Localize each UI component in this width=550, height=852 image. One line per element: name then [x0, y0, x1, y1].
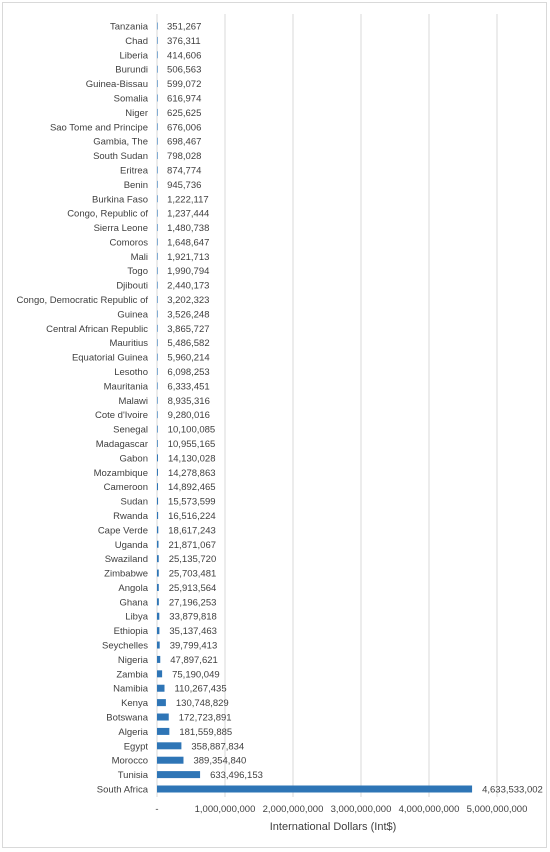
data-label: 33,879,818 — [169, 611, 217, 623]
bar — [157, 66, 158, 73]
data-label: 25,913,564 — [168, 582, 217, 594]
data-label: 10,100,085 — [167, 424, 216, 436]
bar — [157, 181, 158, 188]
category-label: Chad — [125, 35, 148, 47]
category-label: Egypt — [123, 741, 148, 753]
category-label: Comoros — [109, 237, 148, 249]
bar — [157, 786, 472, 793]
category-label: Liberia — [119, 50, 148, 62]
data-label: 676,006 — [167, 122, 202, 134]
data-label: 18,617,243 — [168, 525, 216, 537]
bar — [157, 152, 158, 159]
bar — [157, 166, 158, 173]
bar — [157, 426, 158, 433]
category-label: Sudan — [120, 496, 148, 508]
data-label: 414,606 — [167, 50, 202, 62]
bar — [157, 354, 158, 361]
category-label: Botswana — [106, 712, 148, 724]
category-label: Cote d'Ivoire — [94, 410, 148, 422]
data-label: 3,865,727 — [167, 323, 210, 335]
data-label: 21,871,067 — [168, 539, 217, 551]
data-label: 14,892,465 — [168, 482, 216, 494]
bar — [157, 296, 158, 303]
category-label: Seychelles — [102, 640, 148, 652]
bar — [157, 325, 158, 332]
bar — [157, 728, 169, 735]
category-label: Djibouti — [116, 280, 148, 292]
data-label: 110,267,435 — [174, 683, 227, 695]
data-label: 389,354,840 — [193, 755, 247, 767]
bar — [157, 94, 158, 101]
data-label: 698,467 — [167, 136, 202, 148]
category-label: Uganda — [114, 539, 148, 551]
data-label: 181,559,885 — [179, 726, 233, 738]
data-label: 616,974 — [167, 93, 202, 105]
category-label: Ethiopia — [113, 626, 148, 638]
bar — [157, 469, 158, 476]
category-label: South Africa — [96, 784, 148, 796]
bar — [157, 210, 158, 217]
bar — [157, 685, 164, 692]
bar — [157, 642, 160, 649]
bar — [157, 195, 158, 202]
bar — [157, 138, 158, 145]
data-label: 1,237,444 — [167, 208, 210, 220]
bar — [157, 555, 159, 562]
bar — [157, 714, 169, 721]
bar — [157, 109, 158, 116]
bar — [157, 123, 158, 130]
bar — [157, 440, 158, 447]
category-label: Mauritania — [103, 381, 148, 393]
data-label: 3,202,323 — [167, 295, 210, 307]
data-label: 16,516,224 — [168, 510, 216, 522]
bar — [157, 238, 158, 245]
bar — [157, 253, 158, 260]
bar — [157, 742, 181, 749]
data-label: 798,028 — [167, 151, 202, 163]
category-label: Ghana — [119, 597, 148, 609]
bar — [157, 411, 158, 418]
data-label: 130,748,829 — [175, 698, 229, 710]
category-label: Niger — [125, 107, 148, 119]
data-label: 625,625 — [167, 107, 202, 119]
category-label: Madagascar — [95, 438, 148, 450]
bar — [157, 51, 158, 58]
data-label: 1,480,738 — [167, 223, 210, 235]
category-label: Namibia — [113, 683, 148, 695]
data-label: 6,098,253 — [167, 367, 210, 379]
bar — [157, 483, 158, 490]
bar — [157, 224, 158, 231]
bar — [157, 627, 159, 634]
data-label: 351,267 — [167, 21, 202, 33]
bar — [157, 37, 158, 44]
data-label: 3,526,248 — [167, 309, 210, 321]
data-label: 35,137,463 — [169, 626, 217, 638]
bar — [157, 541, 158, 548]
category-label: Algeria — [118, 726, 148, 738]
x-tick-label: - — [155, 804, 159, 815]
category-label: Lesotho — [114, 367, 148, 379]
category-label: Swaziland — [104, 554, 148, 566]
data-label: 25,135,720 — [168, 554, 217, 566]
category-label: Nigeria — [117, 654, 148, 666]
bar — [157, 339, 158, 346]
category-label: Central African Republic — [46, 323, 148, 335]
data-label: 1,222,117 — [167, 194, 209, 206]
category-label: Senegal — [113, 424, 148, 436]
category-label: Gambia, The — [93, 136, 148, 148]
x-tick-label: 4,000,000,000 — [398, 804, 460, 815]
category-label: Mozambique — [93, 467, 148, 479]
data-label: 1,921,713 — [167, 251, 210, 263]
data-label: 1,990,794 — [167, 266, 210, 278]
category-label: Equatorial Guinea — [71, 352, 148, 364]
category-label: Angola — [118, 582, 148, 594]
bar — [157, 368, 158, 375]
category-label: Mauritius — [109, 338, 148, 350]
category-label: Rwanda — [113, 510, 148, 522]
category-label: Malawi — [118, 395, 148, 407]
data-label: 9,280,016 — [167, 410, 210, 422]
category-label: Tanzania — [109, 21, 148, 33]
category-label: Burundi — [115, 64, 148, 76]
data-label: 4,633,533,002 — [482, 784, 543, 796]
category-label: Benin — [123, 179, 148, 191]
category-label: South Sudan — [93, 151, 148, 163]
category-label: Guinea — [117, 309, 148, 321]
data-label: 506,563 — [167, 64, 202, 76]
bar — [157, 656, 160, 663]
data-label: 8,935,316 — [167, 395, 210, 407]
data-label: 6,333,451 — [167, 381, 210, 393]
x-axis-title: International Dollars (Int$) — [269, 821, 397, 833]
data-label: 376,311 — [167, 35, 201, 47]
data-label: 39,799,413 — [169, 640, 218, 652]
category-label: Cape Verde — [97, 525, 148, 537]
bar — [157, 512, 158, 519]
category-label: Burkina Faso — [92, 194, 148, 206]
bar — [157, 282, 158, 289]
data-label: 1,648,647 — [167, 237, 210, 249]
x-tick-label: 1,000,000,000 — [194, 804, 256, 815]
bar — [157, 498, 158, 505]
category-label: Cameroon — [103, 482, 148, 494]
data-label: 633,496,153 — [210, 770, 263, 782]
bar — [157, 584, 159, 591]
category-label: Mali — [130, 251, 148, 263]
data-label: 5,960,214 — [167, 352, 210, 364]
category-label: Congo, Republic of — [67, 208, 148, 220]
category-label: Congo, Democratic Republic of — [16, 295, 148, 307]
data-label: 25,703,481 — [168, 568, 217, 580]
x-tick-label: 5,000,000,000 — [466, 804, 528, 815]
bar — [157, 267, 158, 274]
bar — [157, 757, 183, 764]
data-label: 172,723,891 — [178, 712, 232, 724]
x-tick-label: 2,000,000,000 — [262, 804, 324, 815]
data-label: 47,897,621 — [170, 654, 218, 666]
category-label: Morocco — [111, 755, 148, 767]
bar — [157, 598, 159, 605]
category-label: Zimbabwe — [104, 568, 148, 580]
data-label: 10,955,165 — [167, 438, 216, 450]
bar — [157, 771, 200, 778]
bar — [157, 382, 158, 389]
category-label: Guinea-Bissau — [85, 79, 148, 91]
data-label: 945,736 — [167, 179, 202, 191]
data-label: 599,072 — [167, 79, 202, 91]
bar — [157, 454, 158, 461]
category-label: Libya — [125, 611, 148, 623]
bar — [157, 570, 159, 577]
bar — [157, 397, 158, 404]
bar — [157, 23, 158, 30]
data-label: 14,278,863 — [167, 467, 216, 479]
bar — [157, 699, 166, 706]
data-label: 14,130,028 — [167, 453, 216, 465]
category-label: Tunisia — [117, 770, 148, 782]
x-tick-label: 3,000,000,000 — [330, 804, 392, 815]
data-label: 27,196,253 — [168, 597, 217, 609]
data-label: 874,774 — [167, 165, 202, 177]
bar — [157, 526, 158, 533]
data-label: 2,440,173 — [167, 280, 210, 292]
category-label: Sao Tome and Principe — [49, 122, 148, 134]
data-label: 75,190,049 — [172, 669, 220, 681]
bar — [157, 310, 158, 317]
category-label: Togo — [127, 266, 148, 278]
category-label: Somalia — [113, 93, 148, 105]
category-label: Sierra Leone — [93, 223, 148, 235]
category-label: Eritrea — [120, 165, 148, 177]
data-label: 15,573,599 — [168, 496, 216, 508]
data-label: 5,486,582 — [167, 338, 210, 350]
data-label: 358,887,834 — [191, 741, 245, 753]
category-label: Zambia — [116, 669, 148, 681]
bar — [157, 80, 158, 87]
bar — [157, 670, 162, 677]
bar — [157, 613, 159, 620]
category-label: Gabon — [119, 453, 148, 465]
category-label: Kenya — [121, 698, 148, 710]
